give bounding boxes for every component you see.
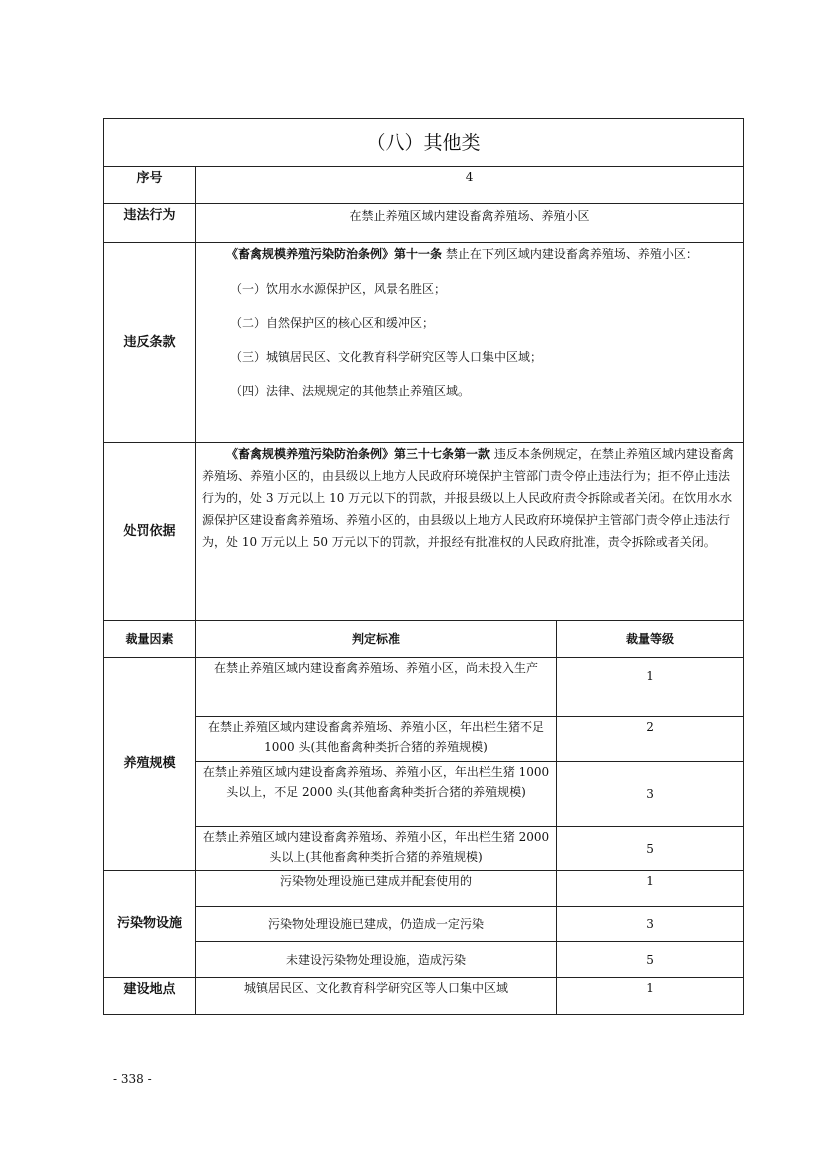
penalty-content [196, 443, 744, 621]
criterion-standard: 城镇居民区、文化教育科学研究区等人口集中区域 [196, 978, 557, 1015]
criterion-level: 1 [557, 658, 744, 717]
criterion-standard: 在禁止养殖区域内建设畜禽养殖场、养殖小区，年出栏生猪不足 1000 头(其他畜禽种类折合猪的养殖规模) [196, 717, 557, 762]
penalty-law: 《畜禽规模养殖污染防治条例》第三十七条第一款 [226, 447, 491, 461]
factor-scale: 养殖规模 [104, 658, 196, 871]
section-title: （八）其他类 [104, 119, 744, 167]
criterion-level: 3 [557, 907, 744, 942]
criterion-standard: 在禁止养殖区域内建设畜禽养殖场、养殖小区，年出栏生猪 1000 头以上，不足 2000 头(其他畜禽种类折合猪的养殖规模) [196, 762, 557, 827]
criterion-standard: 污染物处理设施已建成并配套使用的 [196, 871, 557, 907]
criterion-level: 5 [557, 942, 744, 978]
header-level: 裁量等级 [557, 621, 744, 658]
penalty-label: 处罚依据 [104, 443, 196, 621]
criterion-level: 1 [557, 871, 744, 907]
seq-label: 序号 [104, 167, 196, 204]
criterion-standard: 在禁止养殖区域内建设畜禽养殖场、养殖小区，年出栏生猪 2000 头以上(其他畜禽种类折合猪的养殖规模) [196, 827, 557, 871]
page-number: - 338 - [113, 1072, 152, 1086]
criterion-standard: 在禁止养殖区域内建设畜禽养殖场、养殖小区，尚未投入生产 [196, 658, 557, 717]
clause-text: 禁止在下列区域内建设畜禽养殖场、养殖小区： [445, 247, 698, 261]
criterion-level: 1 [557, 978, 744, 1015]
clause-item: （一）饮用水水源保护区，风景名胜区； [230, 282, 447, 296]
penalty-standard-table [103, 118, 744, 1015]
criterion-standard: 污染物处理设施已建成，仍造成一定污染 [196, 907, 557, 942]
clause-label: 违反条款 [104, 243, 196, 443]
clause-item: （二）自然保护区的核心区和缓冲区； [230, 316, 435, 330]
criterion-level: 2 [557, 717, 744, 762]
header-factor: 裁量因素 [104, 621, 196, 658]
clause-content [196, 243, 744, 443]
seq-value: 4 [196, 167, 744, 204]
violation-value: 在禁止养殖区域内建设畜禽养殖场、养殖小区 [196, 204, 744, 243]
criterion-level: 3 [557, 762, 744, 827]
clause-item: （三）城镇居民区、文化教育科学研究区等人口集中区域； [230, 350, 543, 364]
clause-law: 《畜禽规模养殖污染防治条例》第十一条 [226, 247, 443, 261]
criterion-level: 5 [557, 827, 744, 871]
factor-pollution: 污染物设施 [104, 871, 196, 978]
clause-item: （四）法律、法规规定的其他禁止养殖区域。 [230, 384, 471, 398]
criterion-standard: 未建设污染物处理设施，造成污染 [196, 942, 557, 978]
violation-label: 违法行为 [104, 204, 196, 243]
factor-location: 建设地点 [104, 978, 196, 1015]
penalty-text: 违反本条例规定，在禁止养殖区域内建设畜禽养殖场、养殖小区的，由县级以上地方人民政府环境保护主管部门责令停止违法行为；拒不停止违法行为的，处 3 万元以上 10 万元以下的罚款，并报县级以上人民政府责令拆除或者关闭。在饮用水水源保护区建设畜禽养殖场、养殖小区的，由县级以上地方人民政府环境保护主管部门责令停止违法行为，处 10 万元以上 50 万元以下的罚款，并报经有批准权的人民政府批准，责令拆除或者关闭。 [202, 447, 734, 549]
header-standard: 判定标准 [196, 621, 557, 658]
